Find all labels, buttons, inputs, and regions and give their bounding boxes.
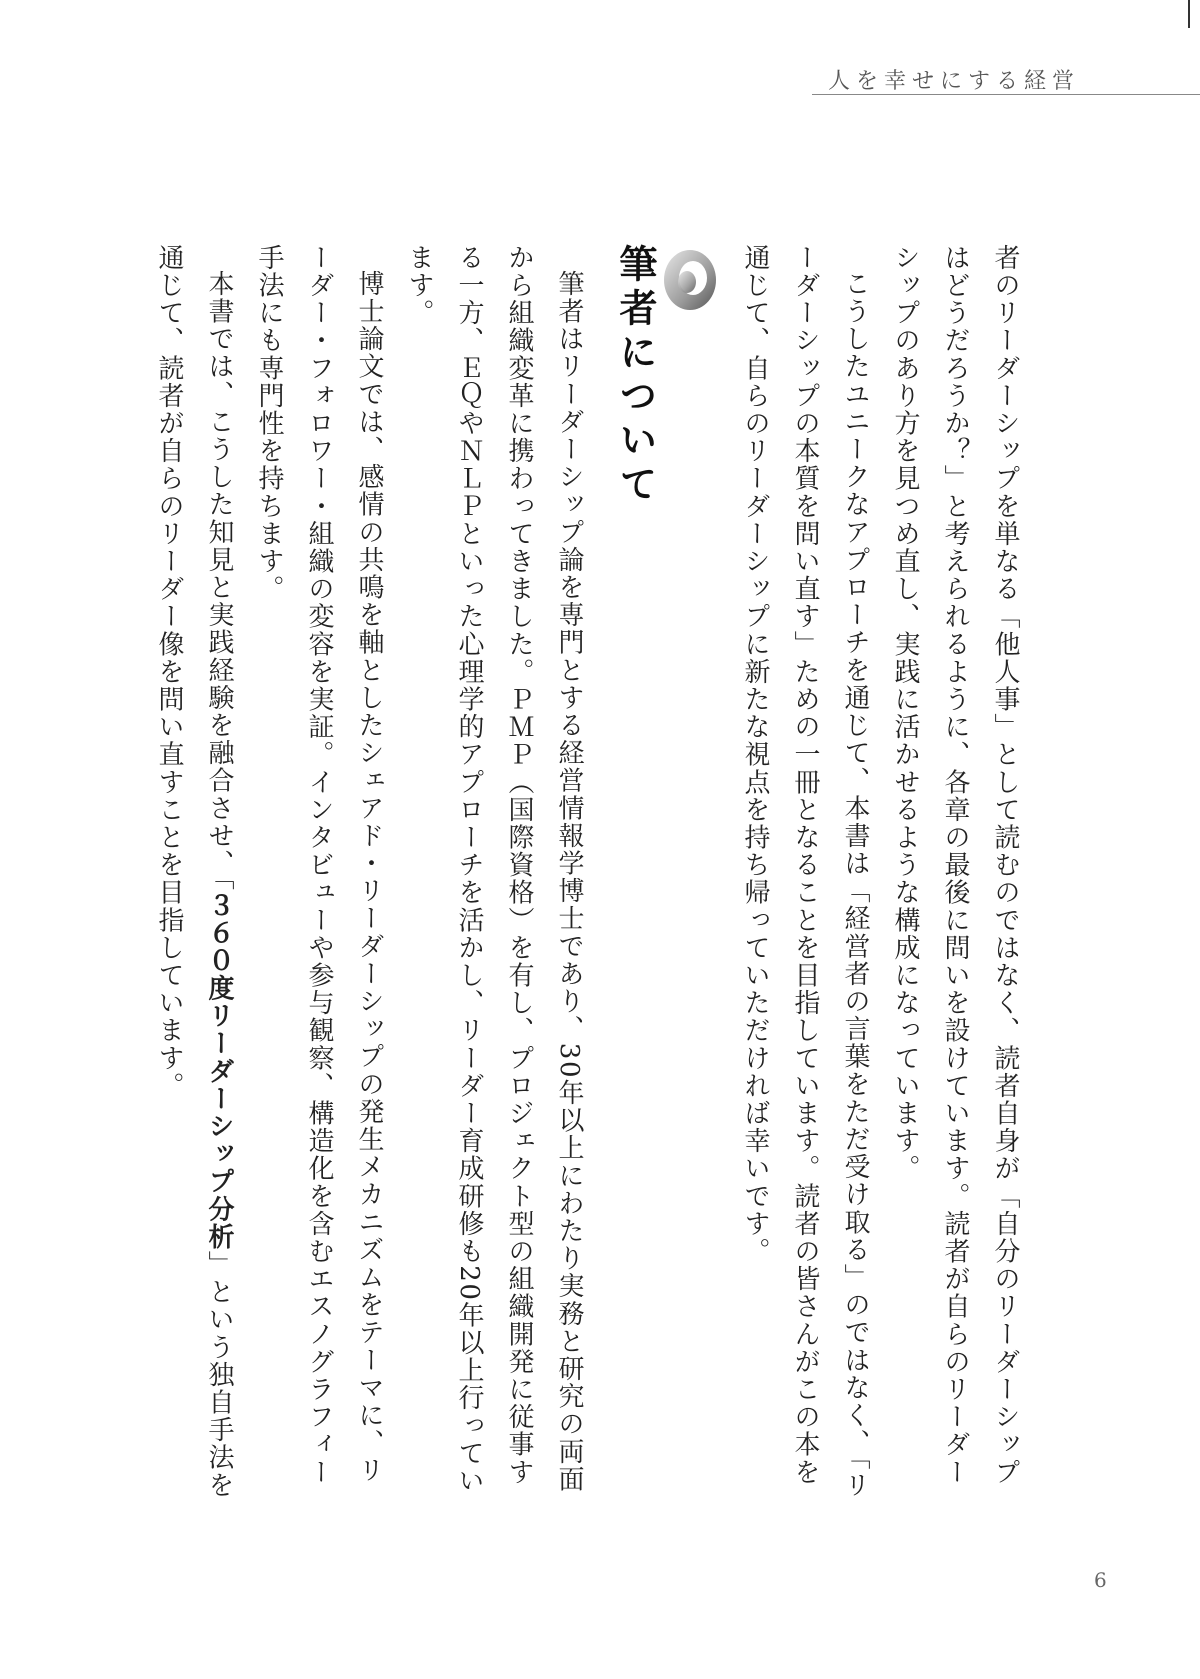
body-paragraph: 者のリーダーシップを単なる「他人事」として読むのではなく、読者自身が「自分のリーダーシップはどうだろうか？」と考えられるように、各章の最後に問いを設けています。読者が自らのリーダーシップのあり方を見つめ直し、実践に活かせるような構成になっています。 [890, 244, 1020, 1486]
body-paragraph [144, 244, 244, 1504]
section-heading: 筆者について [613, 244, 657, 508]
text-run: 本書では、こうした知見と実践経験を融合させ、「 [204, 270, 234, 892]
running-head: 人を幸せにする経営 [827, 69, 1080, 94]
text-run: 」という独自手法を通じて、読者が自らのリーダー像を問い直すことを目指しています。 [154, 244, 234, 1500]
body-paragraph: 博士論文では、感情の共鳴を軸としたシェアド・リーダーシップの発生メカニズムをテーマに、リーダー・フォロワー・組織の変容を実証。インタビューや参与観察、構造化を含むエスノグラフィー手法にも専門性を持ちます。 [254, 244, 384, 1486]
header-rule [812, 94, 1200, 95]
body-paragraph: 筆者はリーダーシップ論を専門とする経営情報学博士であり、30年以上にわたり実務と研究の両面から組織変革に携わってきました。ＰＭＰ（国際資格）を有し、プロジェクト型の組織開発に従事する一方、ＥＱやＮＬＰといった心理学的アプローチを活かし、リーダー育成研修も20年以上行っています。 [404, 244, 584, 1495]
vertical-text-body [150, 244, 1030, 1504]
ring-emblem-icon [660, 244, 720, 316]
page-number: 6 [1094, 1568, 1107, 1592]
bold-text-run: ３６０度リーダーシップ分析 [204, 891, 234, 1251]
body-paragraph: こうしたユニークなアプローチを通じて、本書は「経営者の言葉をただ受け取る」のではなく、「リーダーシップの本質を問い直す」ための一冊となることを目指しています。読者の皆さんがこの本を通じて、自らのリーダーシップに新たな視点を持ち帰っていただければ幸いです。 [740, 244, 870, 1499]
crop-mark [1188, 0, 1190, 28]
section-heading-block [610, 244, 720, 1504]
